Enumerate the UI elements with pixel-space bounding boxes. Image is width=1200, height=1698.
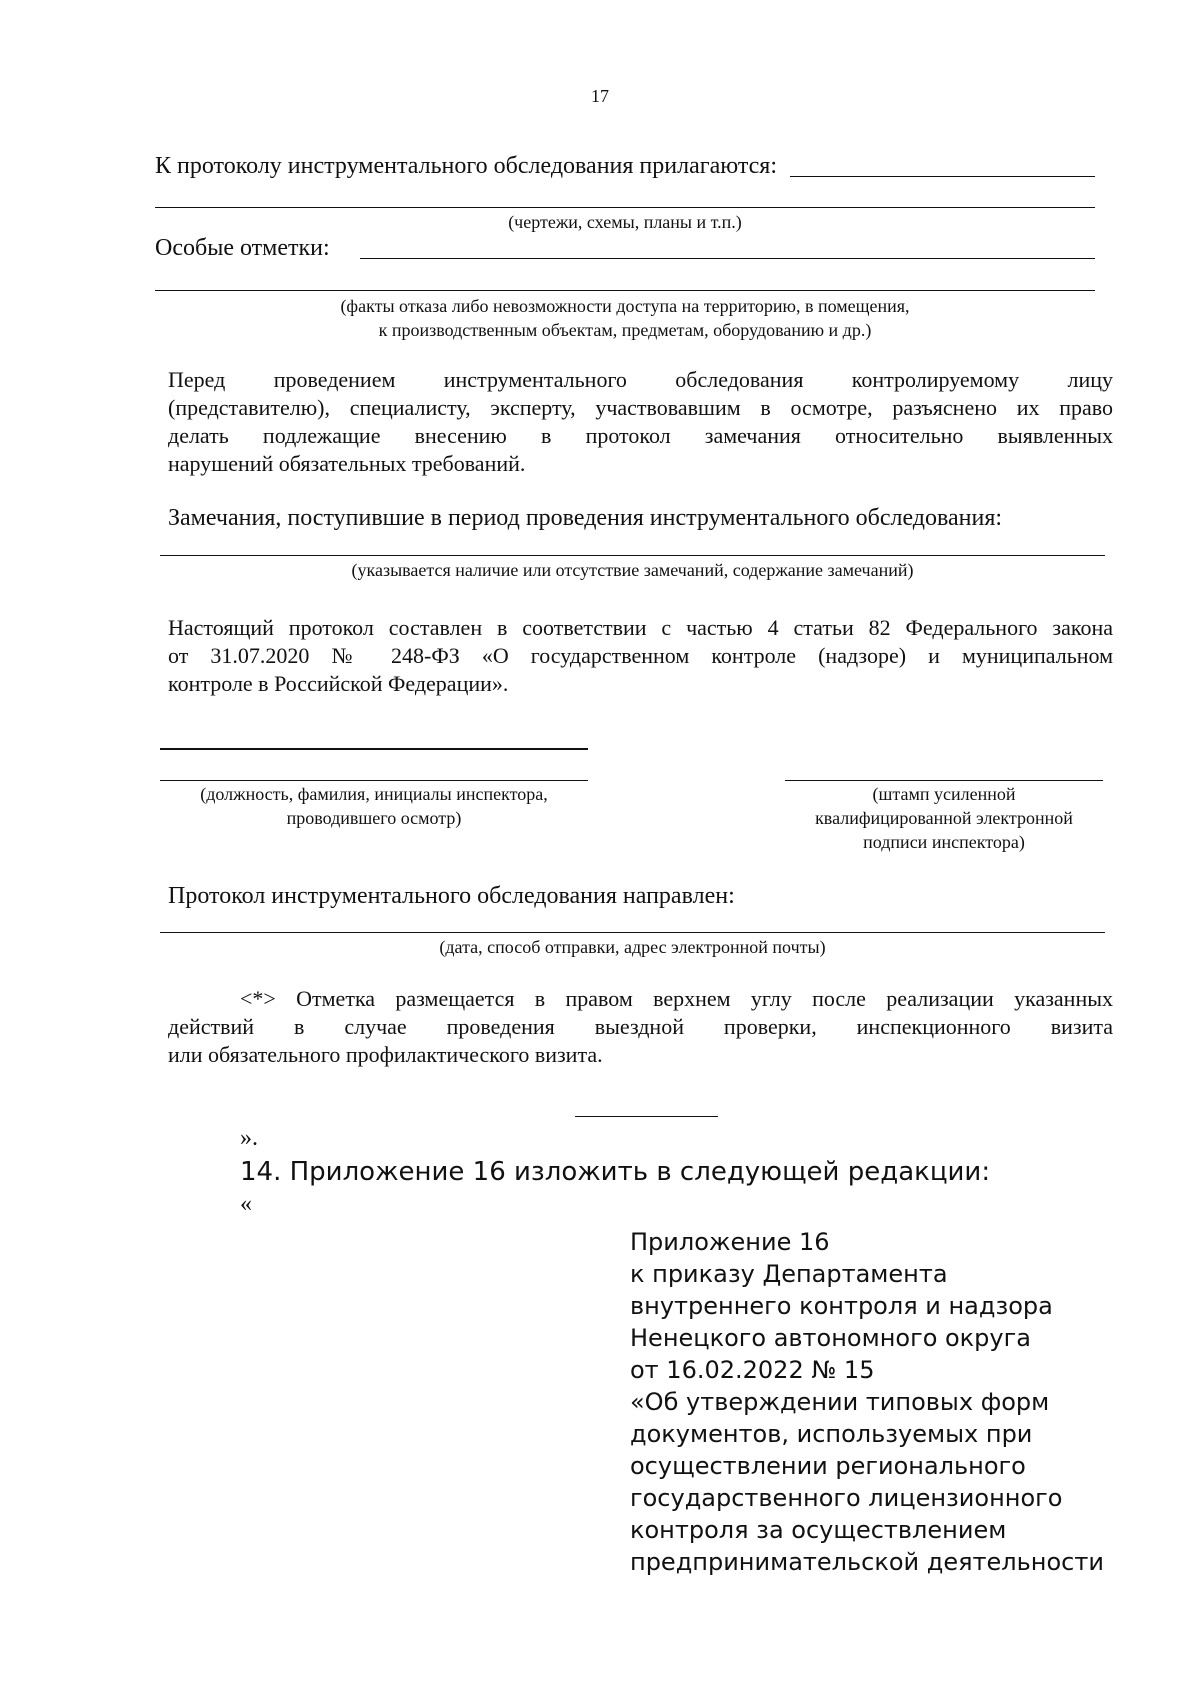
appendix-header <box>630 1226 1104 1578</box>
sent-label: Протокол инструментального обследования направлен: <box>168 883 735 909</box>
appendix-header-line-8: осуществлении регионального <box>630 1452 1026 1480</box>
signature-left-caption-line-1: (должность, фамилия, инициалы инспектора, <box>200 784 548 804</box>
signature-inspector-line <box>160 748 588 750</box>
explanation-line-3: делать подлежащие внесению в протокол замечания относительно выявленных <box>168 423 1113 448</box>
attachments-label: К протоколу инструментального обследования прилагаются: <box>155 153 777 179</box>
explanation-line-1: Перед проведением инструментального обследования контролируемому лицу <box>168 367 1113 392</box>
special-notes-caption-line2: к производственным объектам, предметам, оборудованию и др.) <box>378 320 872 340</box>
appendix-header-line-4: Ненецкого автономного округа <box>630 1324 1031 1352</box>
appendix-header-line-5: от 16.02.2022 № 15 <box>630 1356 875 1384</box>
amendment-item: 14. Приложение 16 изложить в следующей редакции: <box>240 1157 991 1187</box>
appendix-header-line-2: к приказу Департамента <box>630 1260 948 1288</box>
attachments-blank-line-2 <box>155 207 1095 208</box>
footnote-line-3: или обязательного профилактического визита. <box>168 1042 603 1067</box>
signature-inspector-caption-line <box>160 780 588 781</box>
section-separator <box>575 1116 718 1117</box>
appendix-header-line-11: предпринимательской деятельности <box>630 1548 1104 1576</box>
signature-right-caption-line-2: квалифицированной электронной <box>815 808 1073 828</box>
page-number: 17 <box>591 86 609 106</box>
signature-right-caption-line-1: (штамп усиленной <box>872 784 1016 804</box>
signature-left-caption <box>160 782 588 830</box>
attachments-blank-line <box>790 176 1095 177</box>
remarks-caption: (указывается наличие или отсутствие замечаний, содержание замечаний) <box>351 560 914 580</box>
closing-quote: ». <box>240 1125 258 1151</box>
remarks-blank-line <box>160 555 1105 556</box>
special-notes-blank-line <box>360 258 1095 259</box>
signature-left-caption-line-2: проводившего осмотр) <box>286 808 462 828</box>
signature-right-caption <box>785 782 1103 854</box>
appendix-header-line-7: документов, используемых при <box>630 1420 1033 1448</box>
remarks-label: Замечания, поступившие в период проведения инструментального обследования: <box>168 505 1003 531</box>
footnote-paragraph <box>168 985 1113 1069</box>
special-notes-blank-line-2 <box>155 290 1095 291</box>
sent-caption: (дата, способ отправки, адрес электронной почты) <box>439 937 826 957</box>
explanation-paragraph <box>168 366 1113 478</box>
legal-basis-line-1: Настоящий протокол составлен в соответствии с частью 4 статьи 82 Федерального закона <box>168 615 1113 640</box>
explanation-line-2: (представителю), специалисту, эксперту, участвовавшим в осмотре, разъяснено их право <box>168 395 1113 420</box>
appendix-header-line-9: государственного лицензионного <box>630 1484 1063 1512</box>
sent-blank-line <box>160 932 1105 933</box>
appendix-header-line-10: контроля за осуществлением <box>630 1516 1007 1544</box>
special-notes-label: Особые отметки: <box>155 235 330 261</box>
special-notes-caption-line1: (факты отказа либо невозможности доступа на территорию, в помещения, <box>340 296 910 316</box>
footnote-line-2: действий в случае проведения выездной проверки, инспекционного визита <box>168 1014 1113 1039</box>
appendix-header-line-1: Приложение 16 <box>630 1228 830 1256</box>
signature-stamp-line <box>785 780 1103 781</box>
appendix-header-line-3: внутреннего контроля и надзора <box>630 1292 1053 1320</box>
legal-basis-line-3: контроле в Российской Федерации». <box>168 671 509 696</box>
legal-basis-paragraph <box>168 614 1113 698</box>
opening-quote: « <box>240 1191 252 1217</box>
appendix-header-line-6: «Об утверждении типовых форм <box>630 1388 1050 1416</box>
attachments-caption: (чертежи, схемы, планы и т.п.) <box>508 212 742 232</box>
legal-basis-line-2: от 31.07.2020 № 248-ФЗ «О государственном контроле (надзоре) и муниципальном <box>168 643 1113 668</box>
footnote-line-1: <*> Отметка размещается в правом верхнем углу после реализации указанных <box>240 986 1113 1011</box>
signature-right-caption-line-3: подписи инспектора) <box>863 832 1025 852</box>
explanation-line-4: нарушений обязательных требований. <box>168 451 526 476</box>
